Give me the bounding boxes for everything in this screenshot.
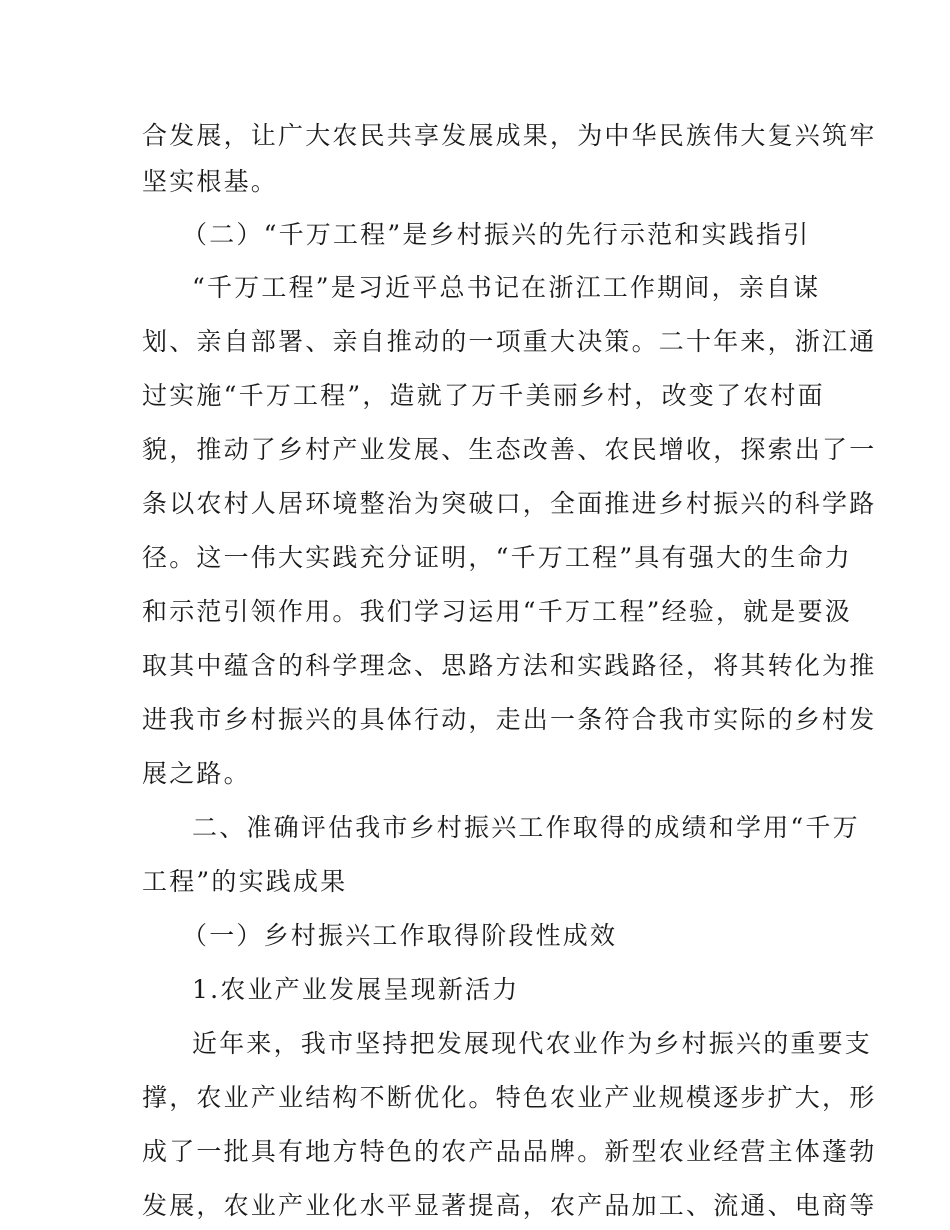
paragraph-line: 坚实根基。 bbox=[142, 167, 279, 196]
paragraph-line: 径。这一伟大实践充分证明，“千万工程”具有强大的生命力 bbox=[142, 543, 852, 572]
paragraph-line: 貌，推动了乡村产业发展、生态改善、农民增收，探索出了一 bbox=[142, 435, 877, 464]
paragraph-line: 进我市乡村振兴的具体行动，走出一条符合我市实际的乡村发 bbox=[142, 705, 877, 734]
paragraph-line: 划、亲自部署、亲自推动的一项重大决策。二十年来，浙江通 bbox=[142, 327, 877, 356]
paragraph-line: 发展，农业产业化水平显著提高，农产品加工、流通、电商等 bbox=[142, 1191, 877, 1220]
section-heading: （一）乡村振兴工作取得阶段性成效 bbox=[182, 921, 618, 950]
subsection-heading: 1.农业产业发展呈现新活力 bbox=[192, 975, 520, 1004]
paragraph-line: 展之路。 bbox=[142, 759, 251, 788]
paragraph-line: 成了一批具有地方特色的农产品品牌。新型农业经营主体蓬勃 bbox=[142, 1137, 877, 1166]
section-heading: （二）“千万工程”是乡村振兴的先行示范和实践指引 bbox=[182, 220, 811, 249]
paragraph-line: 撑，农业产业结构不断优化。特色农业产业规模逐步扩大，形 bbox=[142, 1083, 877, 1112]
paragraph-line: 取其中蕴含的科学理念、思路方法和实践路径，将其转化为推 bbox=[142, 651, 877, 680]
chapter-heading: 工程”的实践成果 bbox=[142, 867, 348, 896]
paragraph-line: 近年来，我市坚持把发展现代农业作为乡村振兴的重要支 bbox=[192, 1029, 873, 1058]
paragraph-line: 过实施“千万工程”，造就了万千美丽乡村，改变了农村面 bbox=[142, 381, 825, 410]
paragraph-line: “千万工程”是习近平总书记在浙江工作期间，亲自谋 bbox=[192, 273, 821, 302]
chapter-heading: 二、准确评估我市乡村振兴工作取得的成绩和学用“千万 bbox=[192, 813, 860, 842]
paragraph-line: 合发展，让广大农民共享发展成果，为中华民族伟大复兴筑牢 bbox=[142, 121, 877, 150]
paragraph-line: 条以农村人居环境整治为突破口，全面推进乡村振兴的科学路 bbox=[142, 489, 877, 518]
paragraph-line: 和示范引领作用。我们学习运用“千万工程”经验，就是要汲 bbox=[142, 597, 852, 626]
